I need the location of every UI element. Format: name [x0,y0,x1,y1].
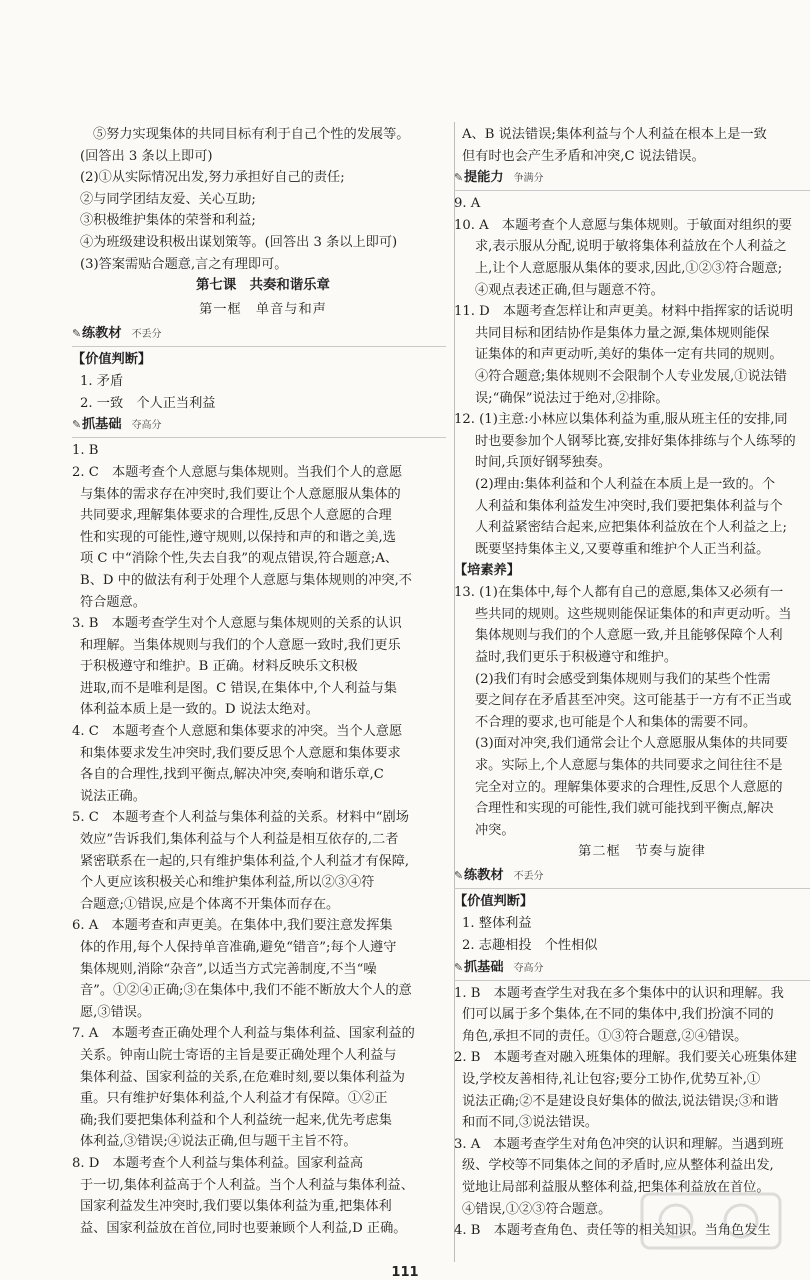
answer-line: 2. 一致 个人正当利益 [80,395,216,411]
answer-line: ④观点表述正确,但与题意不符。 [475,282,664,298]
answer-line: 进取,而不是唯利是图。C 错误,在集体中,个人利益与集 [80,680,397,696]
answer-line: 既要坚持集体主义,又要尊重和维护个人正当利益。 [475,541,770,557]
answer-line: 项 C 中“消除个性,失去自我”的观点错误,符合题意;A、 [80,551,399,567]
answer-line: 3. B 本题考查学生对个人意愿与集体规则的关系的认识 [72,616,402,632]
answer-line: 7. A 本题考查正确处理个人利益与集体利益、国家利益的 [72,1026,415,1042]
pencil-icon: ✎ [454,869,464,883]
answer-line: 级、学校等不同集体之间的矛盾时,应从整体利益出发, [462,1158,774,1174]
answer-line: 和理解。当集体规则与我们的个人意愿一致时,我们更乐 [80,637,401,653]
answer-line: ④为班级建设积极出谋划策等。(回答出 3 条以上即可) [80,234,398,250]
answer-line: 体的作用,每个人保持单音准确,避免“错音”;每个人遵守 [80,940,397,955]
answer-line: 1. B 本题考查学生对我在多个集体中的认识和理解。我 [454,985,784,1001]
answer-line: 误;“确保”说法过于绝对,②排除。 [475,390,669,406]
answer-line: (2)理由:集体利益和个人利益在本质上是一致的。个 [475,476,776,492]
answer-line: 9. A [454,196,481,212]
answer-line: 性和实现的可能性,遵守规则,以保持和声的和谐之美,选 [80,529,396,545]
answer-line: 人利益紧密结合起来,应把集体利益放在个人利益之上; [475,520,787,536]
answer-line: (回答出 3 条以上即可) [80,148,213,164]
answer-line: 合题意;①错误,应是个体离不开集体而存在。 [80,896,340,912]
answer-line: 集体规则,消除“杂音”,以适当方式完善制度,不当“噪 [80,961,377,977]
answer-line: (3)面对冲突,我们通常会让个人意愿服从集体的共同要 [475,736,788,752]
answer-line: 4. B 本题考查角色、责任等的相关知识。当角色发生 [454,1223,771,1239]
pencil-icon: ✎ [454,171,464,185]
section-header-basics [72,414,446,438]
answer-line: 不合理的要求,也可能是个人和集体的需要不同。 [475,714,757,730]
section-note: 不丢分 [131,329,162,341]
answer-line: 完全对立的。理解集体要求的合理性,反思个人意愿的 [475,779,783,795]
answer-line: 与集体的需求存在冲突时,我们要让个人意愿服从集体的 [80,486,401,502]
answer-line: ⑤努力实现集体的共同目标有利于自己个性的发展等。 [93,127,410,142]
answer-line: 集体规则与我们的个人意愿一致,并且能够保障个人利 [475,628,783,644]
answer-line: 1. 整体利益 [462,916,532,932]
answer-line: ④错误,①②③符合题意。 [462,1201,612,1217]
subsection-tag: 【培素养】 [454,563,520,579]
left-column [72,124,446,1239]
answer-line: 时间,兵顶好钢琴独奏。 [475,455,612,471]
answer-line: 于一切,集体利益高于个人利益。当个人利益与集体利益、 [80,1177,414,1193]
answer-line: 集体利益、国家利益的关系,在危难时刻,要以集体利益为 [80,1069,405,1085]
column-divider [454,122,455,1262]
section-note: 夺高分 [131,420,162,432]
answer-line: 共同目标和团结协作是集体力量之源,集体规则能保 [475,325,770,341]
answer-line: 合理性和实现的可能性,我们就可能找到平衡点,解决 [475,801,774,817]
answer-line: 8. D 本题考查个人利益与集体利益。国家利益高 [72,1155,364,1171]
answer-line: (3)答案需贴合题意,言之有理即可。 [80,256,288,272]
answer-line: 求。实际上,个人意愿与集体的共同要求之间往往不是 [475,758,783,774]
answer-line: 5. C 本题考查个人利益与集体利益的关系。材料中“剧场 [72,810,409,826]
answer-line: 确;我们要把集体利益和个人利益统一起来,优先考虑集 [80,1112,392,1128]
answer-line: 求,表示服从分配,说明于敏将集体利益放在个人利益之 [475,239,787,255]
section-header-practice [454,865,810,889]
answer-line: 10. A 本题考查个人意愿与集体规则。于敏面对组织的要 [454,217,792,233]
answer-line: 3. A 本题考查学生对角色冲突的认识和理解。当遇到班 [454,1136,784,1152]
chapter-title: 第七课 共奏和谐乐章 [196,278,330,294]
section-title: 抓基础 [464,959,504,975]
answer-line: B、D 中的做法有利于处理个人意愿与集体规则的冲突,不 [80,572,412,588]
section-note: 不丢分 [513,871,544,883]
answer-line: 11. D 本题考查怎样让和声更美。材料中指挥家的话说明 [454,304,794,320]
section-title: 练教材 [464,868,504,884]
answer-line: 12. (1)主意:小林应以集体利益为重,服从班主任的安排,同 [454,412,788,428]
answer-line: 2. 志趣相投 个性相似 [462,938,598,953]
answer-line: 13. (1)在集体中,每个人都有自己的意愿,集体又必须有一 [454,585,784,601]
answer-line: 和集体要求发生冲突时,我们要反思个人意愿和集体要求 [80,745,401,761]
answer-line: 2. C 本题考查个人意愿与集体规则。当我们个人的意愿 [72,464,403,480]
answer-line: 时也要参加个人钢琴比赛,安排好集体排练与个人练琴的 [475,433,796,449]
answer-line: 1. 矛盾 [80,374,124,390]
answer-line: 要之间存在矛盾甚至冲突。这可能基于一方有不正当或 [475,693,792,709]
section-title: 提能力 [464,170,504,186]
answer-line: 2. B 本题考查对融入班集体的理解。我们要关心班集体建 [454,1050,797,1066]
lesson-title: 第一框 单音与和声 [199,302,327,318]
answer-line: A、B 说法错误;集体利益与个人利益在根本上是一致 [462,127,767,142]
section-header-practice [72,323,446,347]
answer-line: 证集体的和声更动听,美好的集体一定有共同的规则。 [475,347,783,363]
page-number: 111 [391,1265,419,1280]
section-note: 争满分 [513,173,544,185]
section-title: 练教材 [82,326,122,342]
answer-line: 个人更应该积极关心和维护集体利益,所以②③④符 [80,875,375,891]
answer-line: 音”。①②④正确;③在集体中,我们不能不断放大个人的意 [80,983,412,999]
answer-line: 角色,承担不同的责任。①③符合题意,②④错误。 [462,1028,748,1044]
answer-line: (2)①从实际情况出发,努力承担好自己的责任; [80,170,345,186]
answer-line: 益时,我们更乐于积极遵守和维护。 [475,650,678,666]
right-column [454,124,810,1242]
answer-line: 体利益,③错误;④说法正确,但与题干主旨不符。 [80,1134,357,1150]
section-header-basics [454,957,810,981]
answer-line: 4. C 本题考查个人意愿和集体要求的冲突。当个人意愿 [72,724,403,740]
answer-line: ④符合题意;集体规则不会限制个人专业发展,①说法错 [475,368,787,384]
section-note: 夺高分 [513,962,544,974]
answer-line: 重。只有维护好集体利益,个人利益才有保障。①②正 [80,1091,388,1107]
answer-line: 愿,③错误。 [80,1004,151,1020]
answer-line: 于积极遵守和维护。B 正确。材料反映乐文积极 [80,659,358,675]
subsection-tag: 【价值判断】 [454,894,534,910]
answer-line: 国家利益发生冲突时,我们要以集体利益为重,把集体利 [80,1199,392,1215]
answer-line: 共同要求,理解集体要求的合理性,反思个人意愿的合理 [80,508,392,524]
answer-line: 益、国家利益放在首位,同时也要兼顾个人利益,D 正确。 [80,1220,407,1236]
answer-line: 冲突。 [475,822,515,838]
answer-line: 1. B [72,443,99,459]
section-header-ability [454,167,810,191]
answer-line: 设,学校友善相待,礼让包容;要分工协作,优势互补,① [462,1071,761,1087]
pencil-icon: ✎ [72,418,82,432]
answer-line: 上,让个人意愿服从集体的要求,因此,①②③符合题意; [475,260,783,276]
answer-line: 和而不同,③说法错误。 [462,1115,599,1131]
answer-line: 6. A 本题考查和声更美。在集体中,我们要注意发挥集 [72,918,393,934]
section-title: 抓基础 [82,417,122,433]
answer-line: ②与同学团结友爱、关心互助; [80,191,256,207]
answer-line: 符合题意。 [80,594,146,610]
answer-line: (2)我们有时会感受到集体规则与我们的某些个性需 [475,671,771,687]
pencil-icon: ✎ [454,960,464,974]
answer-line: 们可以属于多个集体,在不同的集体中,我们扮演不同的 [462,1007,774,1023]
subsection-tag: 【价值判断】 [72,352,152,368]
answer-line: 关系。钟南山院士寄语的主旨是要正确处理个人利益与 [80,1047,397,1063]
pencil-icon: ✎ [72,327,82,341]
answer-line: 各自的合理性,找到平衡点,解决冲突,奏响和谐乐章,C [80,767,384,783]
answer-line: 觉地让局部利益服从整体利益,把集体利益放在首位。 [462,1179,770,1195]
answer-line: 体利益本质上是一致的。D 说法太绝对。 [80,702,319,718]
watermark-logo [636,1186,786,1256]
answer-line: 人利益和集体利益发生冲突时,我们要把集体利益与个 [475,498,783,514]
answer-line: 效应”告诉我们,集体利益与个人利益是相互依存的,二者 [80,832,399,848]
answer-line: 说法正确;②不是建设良好集体的做法,说法错误;③和谐 [462,1093,779,1109]
answer-line: ③积极维护集体的荣誉和利益; [80,213,256,229]
lesson-title: 第二框 节奏与旋律 [578,844,706,860]
answer-line: 但有时也会产生矛盾和冲突,C 说法错误。 [462,148,705,164]
answer-line: 紧密联系在一起的,只有维护集体利益,个人利益才有保障, [80,853,410,869]
answer-line: 说法正确。 [80,788,146,804]
answer-line: 些共同的规则。这些规则能保证集体的和声更动听。当 [475,606,792,622]
